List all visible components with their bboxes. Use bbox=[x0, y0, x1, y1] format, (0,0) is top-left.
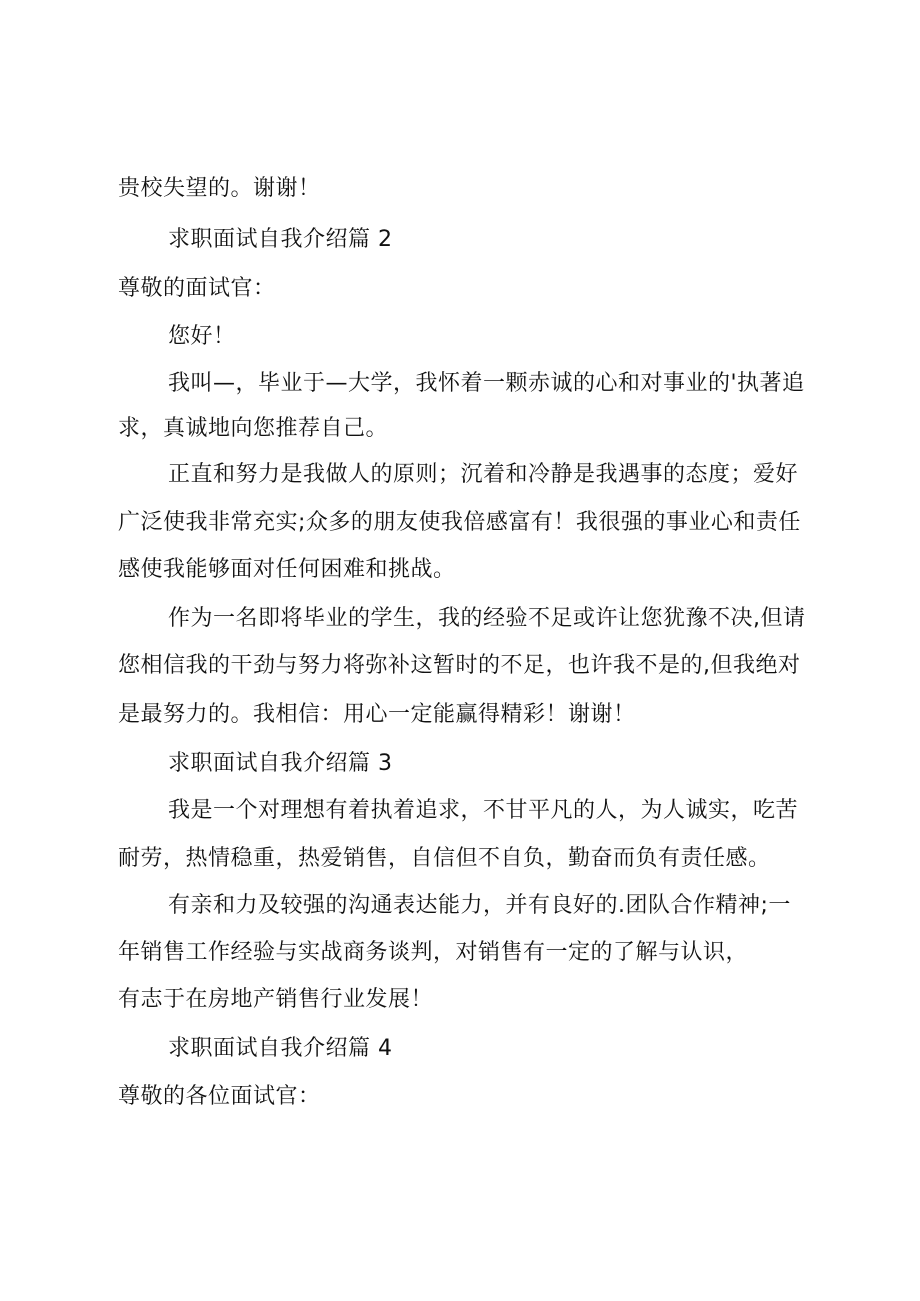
text-line: 是最努力的。我相信：用心一定能赢得精彩！谢谢！ bbox=[118, 702, 636, 727]
text-line: 耐劳，热情稳重，热爱销售，自信但不自负，勤奋而负有责任感。 bbox=[118, 846, 771, 871]
section-heading: 求职面试自我介绍篇 2 bbox=[168, 227, 393, 252]
salutation: 尊敬的面试官： bbox=[118, 276, 276, 301]
text-line: 我是一个对理想有着执着追求，不甘平凡的人，为人诚实，吃苦 bbox=[168, 798, 799, 823]
section-heading: 求职面试自我介绍篇 4 bbox=[168, 1036, 393, 1061]
text-line: 贵校失望的。谢谢！ bbox=[118, 176, 321, 201]
salutation: 尊敬的各位面试官： bbox=[118, 1084, 321, 1109]
text-line: 广泛使我非常充实;众多的朋友使我倍感富有！我很强的事业心和责任 bbox=[118, 510, 801, 535]
text-line: 我叫—，毕业于—大学，我怀着一颗赤诚的心和对事业的'执著追 bbox=[168, 371, 805, 396]
text-line: 有志于在房地产销售行业发展！ bbox=[118, 987, 434, 1012]
greeting: 您好！ bbox=[168, 324, 236, 349]
section-heading: 求职面试自我介绍篇 3 bbox=[168, 751, 393, 776]
text-line: 求，真诚地向您推荐自己。 bbox=[118, 416, 389, 441]
text-line: 正直和努力是我做人的原则；沉着和冷静是我遇事的态度；爱好 bbox=[168, 462, 799, 487]
text-line: 感使我能够面对任何困难和挑战。 bbox=[118, 557, 456, 582]
text-line: 有亲和力及较强的沟通表达能力，并有良好的.团队合作精神;一 bbox=[168, 893, 791, 918]
text-line: 年销售工作经验与实战商务谈判，对销售有一定的了解与认识， bbox=[118, 940, 749, 965]
text-line: 您相信我的干劲与努力将弥补这暂时的不足，也许我不是的,但我绝对 bbox=[118, 653, 801, 678]
text-line: 作为一名即将毕业的学生，我的经验不足或许让您犹豫不决,但请 bbox=[168, 606, 806, 631]
